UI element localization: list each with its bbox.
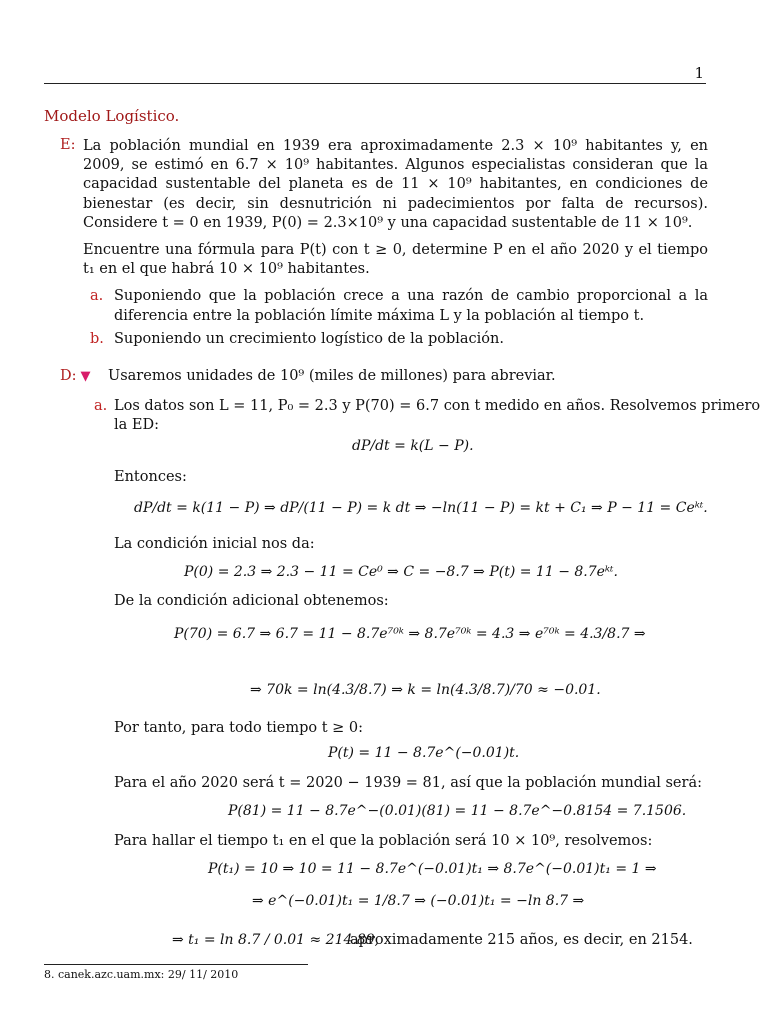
header-rule: [44, 83, 706, 84]
equation-t1-c: ⇒ t₁ = ln 8.7 / 0.01 ≈ 214.89,: [172, 932, 380, 948]
solution-tag-row: [60, 368, 91, 384]
exercise-block: [60, 137, 708, 349]
solution-line-1: Los datos son L = 11, P₀ = 2.3 y P(70) = 6.7 con t medido en años. Resolvemos primero: [114, 398, 761, 414]
text-entonces: Entonces:: [114, 469, 187, 485]
text-condicion-adicional: De la condición adicional obtenemos:: [114, 593, 389, 609]
exercise-item-a: [90, 287, 708, 325]
solution-item-label: a.: [94, 398, 108, 414]
footer-text: 8. canek.azc.uam.mx: 29/ 11/ 2010: [44, 968, 239, 981]
item-text: Suponiendo un crecimiento logístico de la población.: [114, 330, 504, 347]
solution-intro: Usaremos unidades de 10⁹ (miles de millones) para abreviar.: [108, 368, 556, 384]
section-title: Modelo Logístico.: [44, 107, 180, 125]
equation-k: ⇒ 70k = ln(4.3/8.7) ⇒ k = ln(4.3/8.7)/70 ≈ −0.01.: [250, 682, 601, 698]
equation-t1-a: P(t₁) = 10 ⇒ 10 = 11 − 8.7e^(−0.01)t₁ ⇒ 8.7e^(−0.01)t₁ = 1 ⇒: [208, 861, 657, 877]
page-number: 1: [694, 64, 704, 82]
text-conclusion: aproximadamente 215 años, es decir, en 2154.: [350, 932, 693, 948]
text-condicion-inicial: La condición inicial nos da:: [114, 536, 315, 552]
solution-tag: D:: [60, 368, 77, 384]
text-hallar-t1: Para hallar el tiempo t₁ en el que la población será 10 × 10⁹, resolvemos:: [114, 833, 653, 849]
item-label: a.: [90, 288, 104, 305]
equation-ed: dP/dt = k(L − P).: [352, 438, 474, 454]
exercise-paragraph-2: Encuentre una fórmula para P(t) con t ≥ 0, determine P en el año 2020 y el tiempo t₁ en el que habrá 10 × 10⁹ habitantes.: [83, 242, 708, 278]
equation-p81: P(81) = 11 − 8.7e^−(0.01)(81) = 11 − 8.7e^−0.8154 = 7.1506.: [228, 803, 687, 819]
text-por-tanto: Por tanto, para todo tiempo t ≥ 0:: [114, 720, 364, 736]
item-text: Suponiendo que la población crece a una razón de cambio proporcional a la diferencia entre la población límite máxima L y la población al tiempo t.: [114, 288, 708, 324]
exercise-paragraph-1: La población mundial en 1939 era aproximadamente 2.3 × 10⁹ habitantes y, en 2009, se estimó en 6.7 × 10⁹ habitantes. Algunos especialistas consideran que la capacidad sustentable del planeta es de 11 × 10⁹ habitantes, en condiciones de bienestar (es decir, sin desnutrición ni padecimientos por falta de recursos). Considere t = 0 en 1939, P(0) = 2.3×10⁹ y una capacidad sustentable de 11 × 10⁹.: [83, 138, 708, 231]
equation-p70: P(70) = 6.7 ⇒ 6.7 = 11 − 8.7e⁷⁰ᵏ ⇒ 8.7e⁷⁰ᵏ = 4.3 ⇒ e⁷⁰ᵏ = 4.3/8.7 ⇒: [174, 626, 646, 642]
exercise-items: [90, 287, 708, 349]
equation-p0: P(0) = 2.3 ⇒ 2.3 − 11 = Ce⁰ ⇒ C = −8.7 ⇒ P(t) = 11 − 8.7eᵏᵗ.: [184, 564, 618, 580]
text-ano-2020: Para el año 2020 será t = 2020 − 1939 = 81, así que la población mundial será:: [114, 775, 702, 791]
triangle-down-icon: ▼: [80, 369, 91, 384]
equation-separation: dP/dt = k(11 − P) ⇒ dP/(11 − P) = k dt ⇒ −ln(11 − P) = kt + C₁ ⇒ P − 11 = Ceᵏᵗ.: [134, 500, 708, 516]
exercise-item-b: [90, 330, 708, 349]
item-label: b.: [90, 330, 104, 347]
footer-rule: [44, 964, 308, 965]
equation-t1-b: ⇒ e^(−0.01)t₁ = 1/8.7 ⇒ (−0.01)t₁ = −ln 8.7 ⇒: [252, 893, 585, 909]
exercise-tag: E:: [60, 137, 76, 153]
solution-line-1b: la ED:: [114, 417, 159, 433]
equation-pt: P(t) = 11 − 8.7e^(−0.01)t.: [328, 745, 520, 761]
